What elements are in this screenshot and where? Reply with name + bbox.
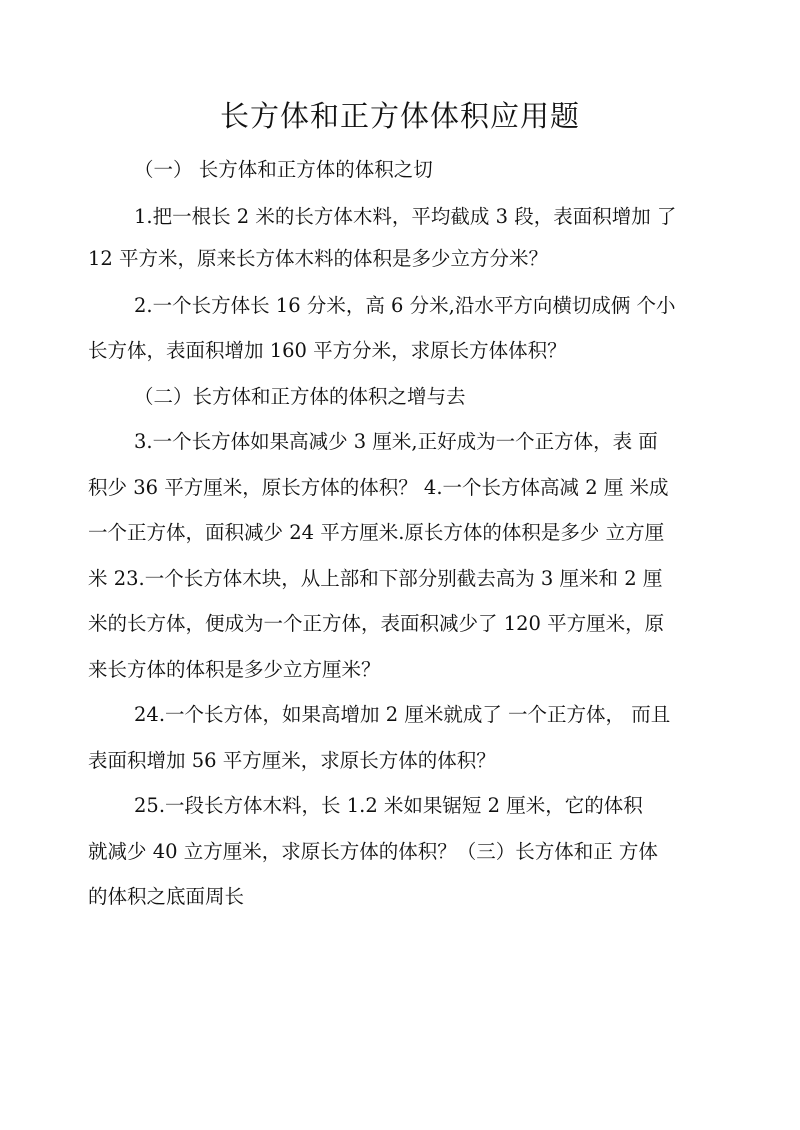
- paragraph-line: 长方体，表面积增加 160 平方分米，求原长方体体积？: [88, 339, 567, 362]
- section-heading-1: （一） 长方体和正方体的体积之切: [134, 158, 433, 181]
- paragraph-line: 米的长方体，便成为一个正方体，表面积减少了 120 平方厘米，原: [88, 612, 665, 635]
- paragraph-line: 25.一段长方体木料，长 1.2 米如果锯短 2 厘米，它的体积: [134, 794, 643, 817]
- paragraph-line: 米 23.一个长方体木块，从上部和下部分别截去高为 3 厘米和 2 厘: [88, 567, 663, 590]
- paragraph-line: 表面积增加 56 平方厘米，求原长方体的体积？: [88, 749, 496, 772]
- paragraph-line: 一个正方体，面积减少 24 平方厘米.原长方体的体积是多少 立方厘: [88, 521, 665, 544]
- paragraph-line: 3.一个长方体如果高减少 3 厘米,正好成为一个正方体，表 面: [134, 430, 658, 453]
- paragraph-line: 24.一个长方体，如果高增加 2 厘米就成了 一个正方体， 而且: [134, 703, 671, 726]
- section-heading-2: （二）长方体和正方体的体积之增与去: [134, 385, 466, 408]
- paragraph-line: 积少 36 平方厘米，原长方体的体积？ 4.一个长方体高减 2 厘 米成: [88, 476, 669, 499]
- paragraph-line: 就减少 40 立方厘米，求原长方体的体积？（三）长方体和正 方体: [88, 840, 658, 863]
- paragraph-line: 2.一个长方体长 16 分米，高 6 分米,沿水平方向横切成俩 个小: [134, 294, 676, 317]
- paragraph-line: 来长方体的体积是多少立方厘米？: [88, 658, 381, 681]
- paragraph-line: 的体积之底面周长: [88, 885, 245, 908]
- paragraph-line: 12 平方米，原来长方体木料的体积是多少立方分米？: [88, 247, 549, 270]
- paragraph-line: 1.把一根长 2 米的长方体木料，平均截成 3 段，表面积增加 了: [134, 205, 677, 228]
- page-title: 长方体和正方体体积应用题: [219, 99, 580, 133]
